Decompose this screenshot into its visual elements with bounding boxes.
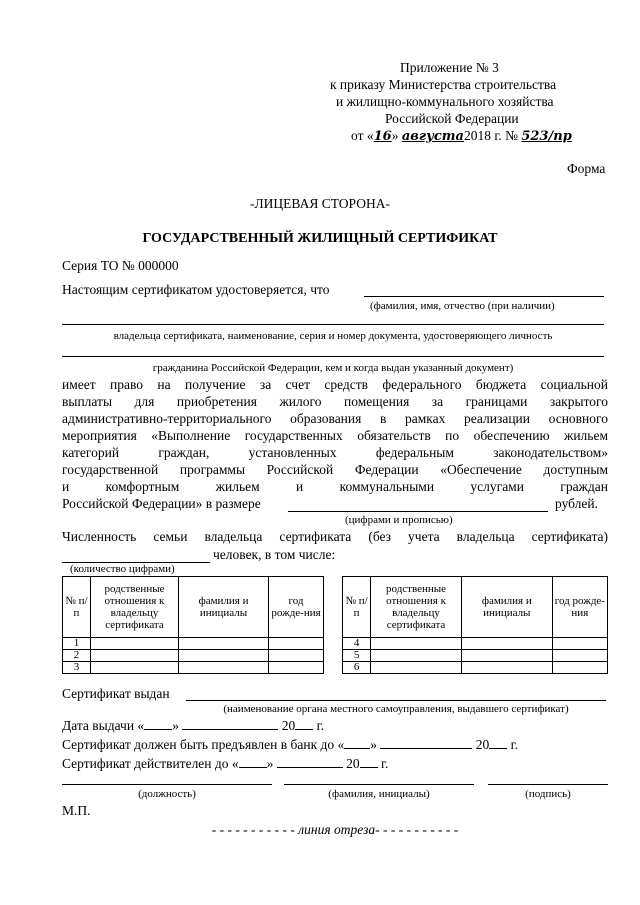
relation-cell[interactable]: [90, 662, 178, 674]
bank-day-field[interactable]: [344, 737, 370, 749]
hint-amount: (цифрами и прописью): [345, 514, 453, 526]
row-number: 1: [63, 638, 91, 650]
owner-field-line[interactable]: [62, 324, 604, 325]
relation-cell[interactable]: [90, 650, 178, 662]
body-line: административно-территориального образования в рамках реализации основного: [62, 411, 608, 426]
cut-line: - - - - - - - - - - - линия отреза- - - - - - - - - - -: [211, 822, 459, 837]
table-header-relation: родственные отношения к владельцу сертификата: [371, 577, 462, 638]
body-line: мероприятия «Выполнение государственных обязательств по обеспечению жильем: [62, 428, 608, 443]
family-people: человек, в том числе:: [213, 547, 336, 562]
handwritten-month: августа: [401, 129, 464, 144]
row-number: 3: [63, 662, 91, 674]
name-cell[interactable]: [461, 638, 552, 650]
year-cell[interactable]: [269, 662, 324, 674]
hint-count: (количество цифрами): [70, 563, 175, 575]
table-header-name: фамилия и инициалы: [178, 577, 268, 638]
form-label: Форма: [567, 161, 606, 176]
table-header-relation: родственные отношения к владельцу сертификата: [90, 577, 178, 638]
position-field-line[interactable]: [62, 784, 272, 785]
certify-text: Настоящим сертификатом удостоверяется, что: [62, 282, 330, 297]
relation-cell[interactable]: [90, 638, 178, 650]
hint-name: (фамилия, инициалы): [328, 788, 430, 800]
bank-date: Сертификат должен быть предъявлен в банк до « » 20 г.: [62, 737, 519, 752]
issuer-field-line[interactable]: [186, 700, 606, 701]
year-cell[interactable]: [269, 638, 324, 650]
table-header-year: год рожде-ния: [269, 577, 324, 638]
hint-position: (должность): [138, 788, 196, 800]
amount-field-line[interactable]: [288, 511, 548, 512]
relation-cell[interactable]: [371, 638, 462, 650]
handwritten-day: 16: [373, 129, 392, 144]
year-cell[interactable]: [552, 650, 607, 662]
hint-signature: (подпись): [525, 788, 571, 800]
order-date-line: от «16» августа2018 г. № 523/пр: [351, 128, 572, 144]
body-line: и комфортным жильем и коммунальными услугами граждан: [62, 479, 608, 494]
table-row: [343, 638, 608, 650]
name-cell[interactable]: [461, 650, 552, 662]
series-number: Серия ТО № 000000: [62, 258, 179, 273]
family-table-left: [62, 576, 324, 674]
hint-owner: владельца сертификата, наименование, серия и номер документа, удостоверяющего личность: [113, 330, 553, 342]
issue-year-field[interactable]: [295, 718, 313, 730]
row-number: 4: [343, 638, 371, 650]
issue-day-field[interactable]: [144, 718, 172, 730]
signature-field-line[interactable]: [488, 784, 608, 785]
family-table-right: [342, 576, 608, 674]
annex-number: Приложение № 3: [400, 60, 499, 75]
bank-month-field[interactable]: [380, 737, 472, 749]
order-line-2: и жилищно-коммунального хозяйства: [336, 94, 554, 109]
table-row: [343, 650, 608, 662]
year-cell[interactable]: [552, 638, 607, 650]
citizen-field-line[interactable]: [62, 356, 604, 357]
body-line: государственной программы Российской Федерации «Обеспечение доступным: [62, 462, 608, 477]
issue-month-field[interactable]: [182, 718, 278, 730]
table-row: [63, 662, 324, 674]
valid-day-field[interactable]: [239, 756, 267, 768]
hint-citizen: гражданина Российской Федерации, кем и когда выдан указанный документ): [152, 362, 514, 374]
table-header-num: № п/п: [63, 577, 91, 638]
row-number: 2: [63, 650, 91, 662]
name-cell[interactable]: [178, 650, 268, 662]
hint-fio: (фамилия, имя, отчество (при наличии): [370, 300, 555, 312]
hint-issuer: (наименование органа местного самоуправления, выдавшего сертификат): [223, 703, 569, 715]
body-line: выплаты для приобретения жилого помещения за границами закрытого: [62, 394, 608, 409]
table-header-name: фамилия и инициалы: [461, 577, 552, 638]
table-row: [343, 662, 608, 674]
name-cell[interactable]: [178, 638, 268, 650]
issue-date: Дата выдачи « » 20 г.: [62, 718, 324, 733]
certificate-title: ГОСУДАРСТВЕННЫЙ ЖИЛИЩНЫЙ СЕРТИФИКАТ: [142, 231, 498, 246]
amount-prefix: Российской Федерации» в размере: [62, 496, 261, 511]
table-header-num: № п/п: [343, 577, 371, 638]
relation-cell[interactable]: [371, 662, 462, 674]
family-line: Численность семьи владельца сертификата (без учета владельца сертификата): [62, 529, 608, 544]
year-cell[interactable]: [269, 650, 324, 662]
valid-year-field[interactable]: [360, 756, 378, 768]
order-line-1: к приказу Министерства строительства: [330, 77, 557, 92]
side-label: -ЛИЦЕВАЯ СТОРОНА-: [250, 196, 390, 211]
table-row: [63, 638, 324, 650]
bank-year-field[interactable]: [489, 737, 507, 749]
body-line: категорий граждан, установленных федеральным законодательством»: [62, 445, 608, 460]
issued-label: Сертификат выдан: [62, 686, 170, 701]
table-row: [63, 650, 324, 662]
handwritten-number: 523/пр: [521, 129, 572, 144]
valid-month-field[interactable]: [277, 756, 343, 768]
row-number: 6: [343, 662, 371, 674]
fio-field-line[interactable]: [364, 296, 604, 297]
relation-cell[interactable]: [371, 650, 462, 662]
year-cell[interactable]: [552, 662, 607, 674]
stamp-place: М.П.: [62, 803, 91, 818]
name-cell[interactable]: [461, 662, 552, 674]
amount-suffix: рублей.: [555, 496, 599, 511]
order-line-3: Российской Федерации: [385, 111, 519, 126]
name-cell[interactable]: [178, 662, 268, 674]
name-field-line[interactable]: [284, 784, 474, 785]
valid-date: Сертификат действителен до « » 20 г.: [62, 756, 389, 771]
table-header-year: год рожде-ния: [552, 577, 607, 638]
row-number: 5: [343, 650, 371, 662]
body-line: имеет право на получение за счет средств федерального бюджета социальной: [62, 377, 608, 392]
